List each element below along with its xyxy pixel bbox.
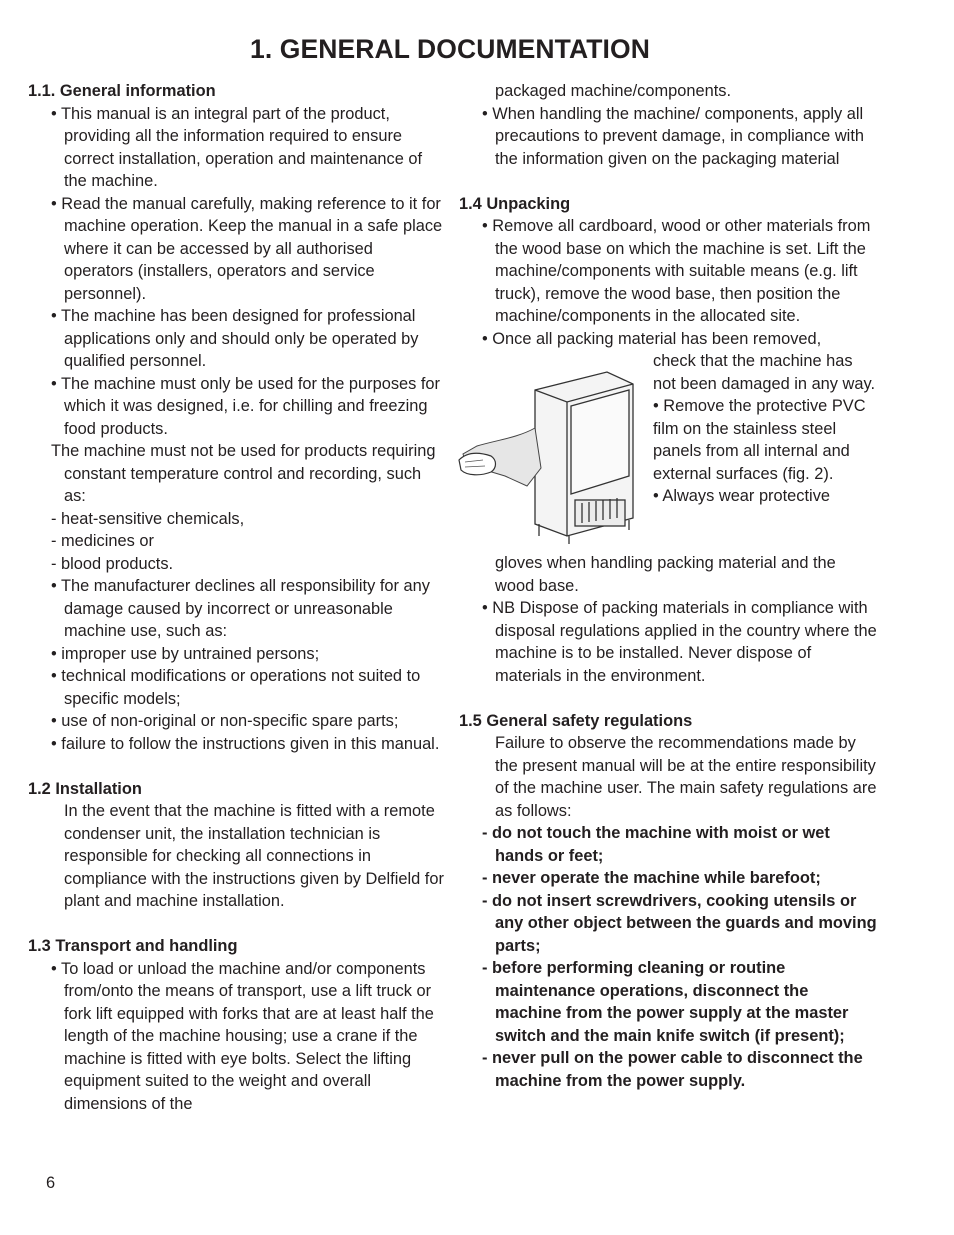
bullet-item: • When handling the machine/ components, apply all precautions to prevent damage, in compliance with the information given on the packaging material <box>482 104 864 168</box>
bullet-item: • The manufacturer declines all responsibility for any damage caused by incorrect or unreasonable machine use, such as: <box>51 577 430 640</box>
bullet-item: • To load or unload the machine and/or components from/onto the means of transport, use a lift truck or fork lift equipped with forks that are at least half the length of the machine housing; use a crane if the machine is fitted with eye bolts. Select the lifting equipment suited to the weight and overall dimensions of the <box>51 959 434 1113</box>
paragraph: In the event that the machine is fitted with a remote condenser unit, the installation technician is responsible for checking all connections in compliance with the instructions given by Delfield for plant and machine installation. <box>64 802 444 910</box>
safety-rule: - do not touch the machine with moist or wet hands or feet; <box>482 824 830 865</box>
section-heading-safety: 1.5 General safety regulations <box>459 711 693 730</box>
dash-item: - medicines or <box>51 532 154 550</box>
bullet-item: • The machine has been designed for professional applications only and should only be operated by qualified personnel. <box>51 307 419 370</box>
page-number: 6 <box>46 1174 56 1192</box>
figure-side-text <box>653 350 879 508</box>
right-column <box>459 80 879 1092</box>
machine-illustration <box>457 368 643 544</box>
section-heading-transport: 1.3 Transport and handling <box>28 937 238 955</box>
section-heading-general-information: 1.1. General information <box>28 82 216 100</box>
paragraph: check that the machine has not been damaged in any way. <box>653 352 876 393</box>
section-heading-unpacking: 1.4 Unpacking <box>459 194 571 213</box>
paragraph: Failure to observe the recommendations made by the present manual will be at the entire responsibility of the machine user. The main safety regulations are as follows: <box>495 734 877 820</box>
bullet-item: • failure to follow the instructions given in this manual. <box>51 734 440 753</box>
paragraph: gloves when handling packing material and the wood base. <box>495 554 836 595</box>
left-column <box>28 80 444 1115</box>
figure-block <box>459 350 879 552</box>
bullet-item: • technical modifications or operations not suited to specific models; <box>51 667 421 708</box>
safety-rule: - never operate the machine while barefoot; <box>482 869 821 887</box>
bullet-item: • Remove the protective PVC film on the stainless steel panels from all internal and external surfaces (fig. 2). <box>653 397 866 483</box>
bullet-item: • NB Dispose of packing materials in compliance with disposal regulations applied in the country where the machine is to be installed. Never dispose of materials in the environment. <box>482 599 877 685</box>
paragraph: The machine must not be used for products requiring constant temperature control and recording, such as: <box>51 442 436 505</box>
section-heading-installation: 1.2 Installation <box>28 779 142 798</box>
page-title: 1. GENERAL DOCUMENTATION <box>250 34 650 64</box>
bullet-item: • This manual is an integral part of the product, providing all the information required to ensure correct installation, operation and maintenance of the machine. <box>51 104 423 190</box>
bullet-item: • use of non-original or non-specific spare parts; <box>51 712 399 730</box>
bullet-item: • Always wear protective <box>653 487 830 505</box>
safety-rule: - before performing cleaning or routine maintenance operations, disconnect the machine from the power supply at the master switch and the main knife switch (if present); <box>482 959 849 1045</box>
dash-item: - blood products. <box>51 554 174 573</box>
bullet-item: • Read the manual carefully, making reference to it for machine operation. Keep the manual in a safe place where it can be accessed by all authorised operators (installers, operators and service personnel). <box>51 194 443 303</box>
safety-rule: - never pull on the power cable to disconnect the machine from the power supply. <box>482 1049 863 1090</box>
bullet-item: • Remove all cardboard, wood or other materials from the wood base on which the machine is set. Lift the machine/components with suitable means (e.g. lift truck), remove the wood base, then position the machine/components in the allocated site. <box>482 217 871 325</box>
bullet-item: • Once all packing material has been removed, <box>482 329 822 348</box>
bullet-item: • The machine must only be used for the purposes for which it was designed, i.e. for chilling and freezing food products. <box>51 374 441 438</box>
bullet-item: • improper use by untrained persons; <box>51 644 320 663</box>
paragraph: packaged machine/components. <box>495 82 731 100</box>
safety-rule: - do not insert screwdrivers, cooking utensils or any other object between the guards and moving parts; <box>482 891 877 955</box>
dash-item: - heat-sensitive chemicals, <box>51 509 245 528</box>
